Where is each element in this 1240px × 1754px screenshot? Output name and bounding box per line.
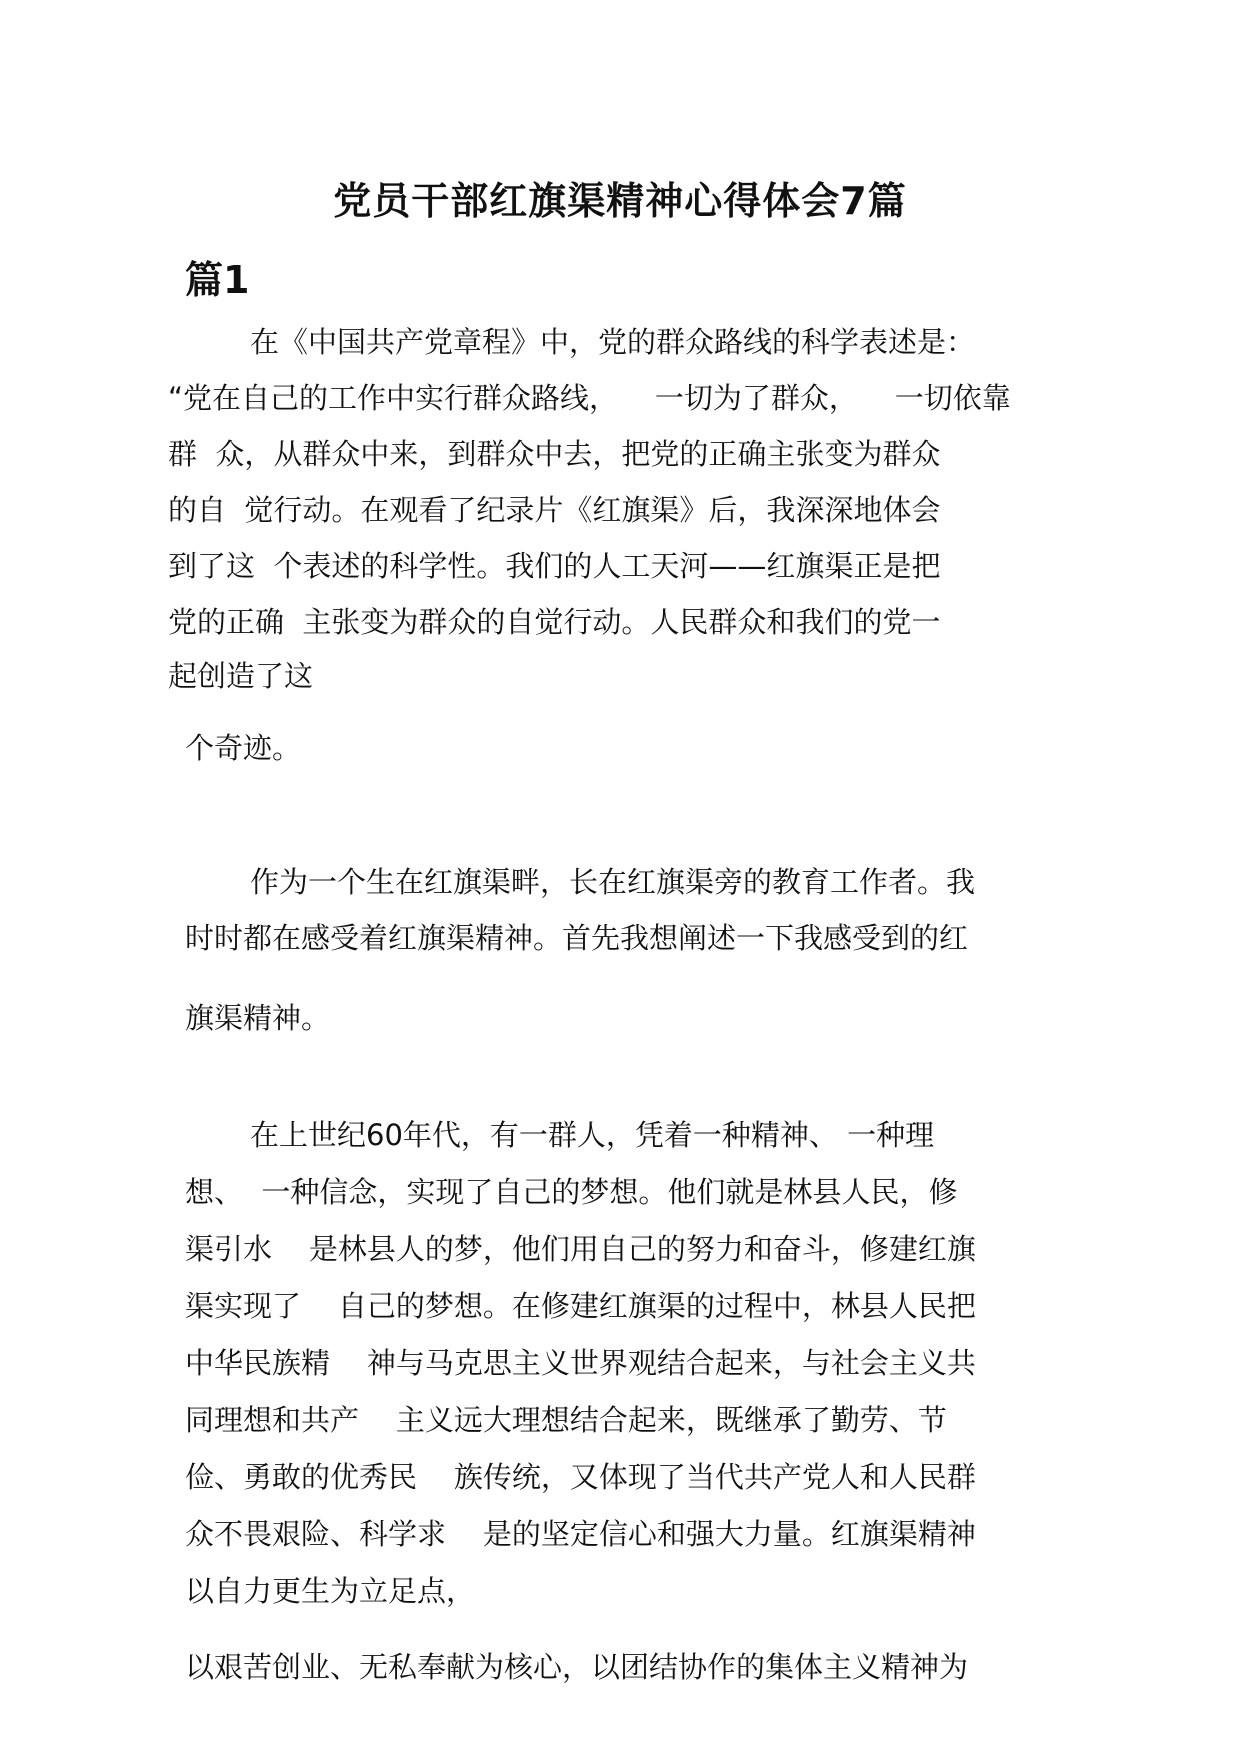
paragraph-line: 以自力更生为立足点， [185, 1574, 476, 1608]
paragraph-line: 渠实现了 自己的梦想。在修建红旗渠的过程中，林县人民把 [185, 1289, 976, 1323]
paragraph-line: 中华民族精 神与马克思主义世界观结合起来，与社会主义共 [185, 1346, 976, 1380]
paragraph-line: 俭、勇敢的优秀民 族传统，又体现了当代共产党人和人民群 [185, 1460, 976, 1494]
paragraph-line: 在《中国共产党章程》中，党的群众路线的科学表述是： [250, 325, 976, 359]
paragraph-line: 个奇迹。 [185, 731, 302, 765]
paragraph-line: “党在自己的工作中实行群众路线， 一切为了群众， 一切依靠 [168, 381, 1011, 415]
paragraph-line: 群 众，从群众中来，到群众中去，把党的正确主张变为群众 [168, 437, 941, 471]
paragraph-line: 同理想和共产 主义远大理想结合起来，既继承了勤劳、节 [185, 1403, 947, 1437]
paragraph-line: 的自 觉行动。在观看了纪录片《红旗渠》后，我深深地体会 [168, 493, 941, 527]
paragraph-line: 起创造了这 [168, 659, 314, 693]
paragraph-line: 到了这 个表述的科学性。我们的人工天河——红旗渠正是把 [168, 549, 941, 583]
paragraph-line: 旗渠精神。 [185, 1001, 331, 1035]
paragraph-line: 以艰苦创业、无私奉献为核心，以团结协作的集体主义精神为 [185, 1650, 969, 1684]
paragraph-line: 渠引水 是林县人的梦，他们用自己的努力和奋斗，修建红旗 [185, 1232, 976, 1266]
section-heading: 篇1 [185, 258, 250, 302]
paragraph-line: 党的正确 主张变为群众的自觉行动。人民群众和我们的党一 [168, 605, 941, 639]
paragraph-line: 作为一个生在红旗渠畔，长在红旗渠旁的教育工作者。我 [250, 865, 976, 899]
paragraph-line: 想、 一种信念，实现了自己的梦想。他们就是林县人民，修 [185, 1175, 958, 1209]
document-title: 党员干部红旗渠精神心得体会7篇 [333, 179, 907, 223]
paragraph-line: 众不畏艰险、科学求 是的坚定信心和强大力量。红旗渠精神 [185, 1517, 976, 1551]
paragraph-line: 时时都在感受着红旗渠精神。首先我想阐述一下我感受到的红 [185, 921, 969, 955]
paragraph-line: 在上世纪60年代，有一群人，凭着一种精神、 一种理 [250, 1118, 935, 1152]
